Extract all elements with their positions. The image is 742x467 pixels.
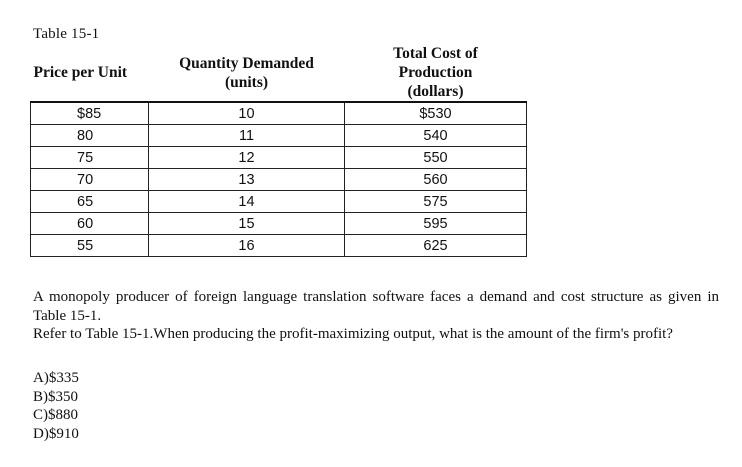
cell-cost: 550 xyxy=(345,147,527,169)
header-quantity-line2: (units) xyxy=(224,73,269,91)
header-quantity-line1: Quantity Demanded xyxy=(179,54,314,72)
table-row xyxy=(31,147,527,169)
cell-cost: 595 xyxy=(345,213,527,235)
cell-cost: $530 xyxy=(345,102,527,125)
question-prompt: Refer to Table 15-1.When producing the profit-maximizing output, what is the amount of the firm's profit? xyxy=(33,326,673,342)
table-row xyxy=(31,191,527,213)
header-quantity xyxy=(149,44,345,102)
table-caption: Table 15-1 xyxy=(33,26,100,42)
table-row xyxy=(31,169,527,191)
cell-cost: 540 xyxy=(345,125,527,147)
table-row xyxy=(31,235,527,257)
option-a[interactable]: A)$335 xyxy=(33,370,79,386)
cell-price: 80 xyxy=(31,125,149,147)
table-header-row xyxy=(31,44,527,102)
header-price xyxy=(31,44,149,102)
question-intro: A monopoly producer of foreign language translation software faces a demand and cost structure as given in Table 15-1. xyxy=(33,289,719,324)
cell-quantity: 11 xyxy=(149,125,345,147)
cell-quantity: 15 xyxy=(149,213,345,235)
cell-price: 55 xyxy=(31,235,149,257)
cell-quantity: 16 xyxy=(149,235,345,257)
option-c[interactable]: C)$880 xyxy=(33,407,78,423)
option-b[interactable]: B)$350 xyxy=(33,388,78,405)
cell-price: 70 xyxy=(31,169,149,191)
cell-price: 75 xyxy=(31,147,149,169)
cell-quantity: 14 xyxy=(149,191,345,213)
option-d[interactable]: D)$910 xyxy=(33,425,79,442)
cell-quantity: 13 xyxy=(149,169,345,191)
header-cost-line1: Total Cost of xyxy=(393,45,478,62)
table-row xyxy=(31,102,527,125)
table-row xyxy=(31,213,527,235)
answer-options xyxy=(33,369,79,443)
table-row xyxy=(31,125,527,147)
demand-cost-table xyxy=(30,44,527,257)
cell-quantity: 12 xyxy=(149,147,345,169)
cell-cost: 625 xyxy=(345,235,527,257)
header-cost-line2: Production xyxy=(398,64,473,81)
cell-cost: 575 xyxy=(345,191,527,213)
cell-price: $85 xyxy=(31,102,149,125)
cell-price: 60 xyxy=(31,213,149,235)
cell-cost: 560 xyxy=(345,169,527,191)
header-cost-line3: (dollars) xyxy=(407,83,464,100)
cell-quantity: 10 xyxy=(149,102,345,125)
question-text xyxy=(33,288,719,344)
header-price-label: Price per Unit xyxy=(33,64,128,81)
cell-price: 65 xyxy=(31,191,149,213)
header-cost xyxy=(345,44,527,102)
